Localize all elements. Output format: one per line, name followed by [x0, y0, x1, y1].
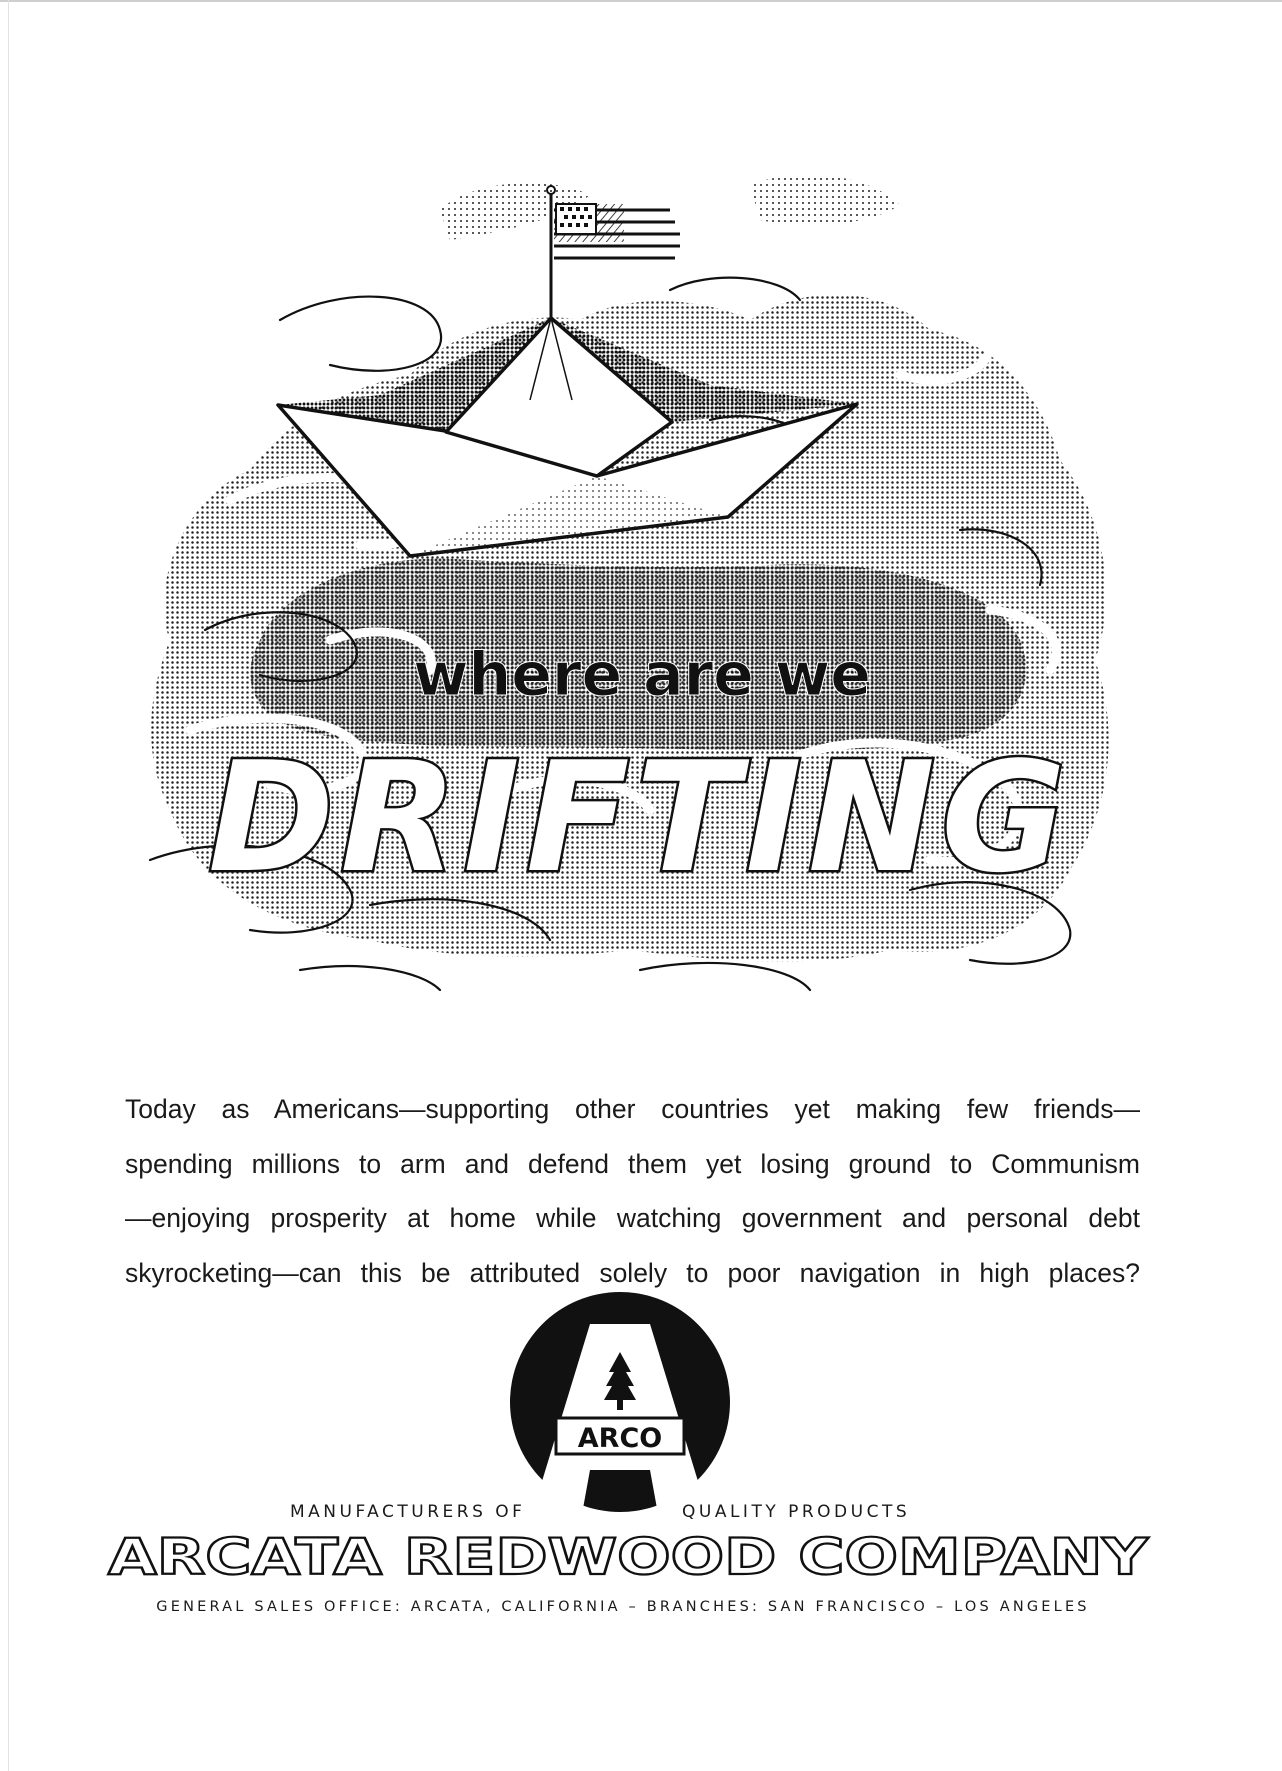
sales-office-address: GENERAL SALES OFFICE: ARCATA, CALIFORNIA – BRANCHES: SAN FRANCISCO – LOS ANGELES [156, 1599, 1090, 1615]
tagline-right: QUALITY PRODUCTS [682, 1502, 911, 1522]
body-line-4: skyrocketing—can this be attributed solely to poor navigation in high places? [125, 1257, 1140, 1288]
body-line-1: Today as Americans—supporting other countries yet making few friends— [125, 1094, 1140, 1124]
headline-small: where are we [413, 640, 871, 710]
us-flag-icon [554, 204, 680, 258]
tagline-left: MANUFACTURERS OF [290, 1502, 526, 1522]
arco-wordmark: ARCO [577, 1423, 663, 1454]
company-name [98, 1528, 1158, 1588]
body-line-2: spending millions to arm and defend them yet losing ground to Communism [125, 1148, 1140, 1179]
body-copy [125, 1082, 1140, 1300]
company-name-text: ARCATA REDWOOD COMPANY [108, 1528, 1149, 1586]
headline-large: DRIFTING [208, 729, 1072, 906]
page-edge-top [0, 0, 1282, 2]
page-edge-left [8, 0, 9, 1771]
boat-illustration [110, 170, 1170, 1090]
body-line-3: —enjoying prosperity at home while watching government and personal debt [125, 1203, 1140, 1233]
arco-logo [508, 1290, 732, 1514]
